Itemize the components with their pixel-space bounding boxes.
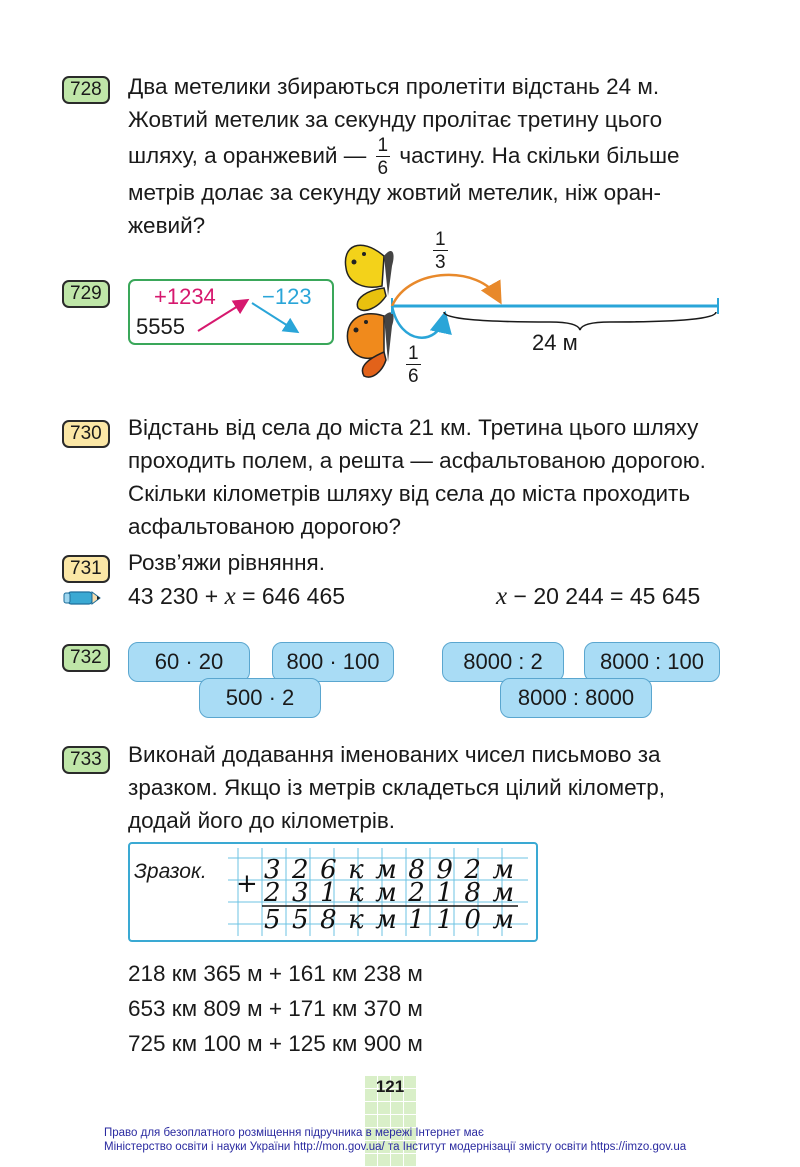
task-733-text — [128, 738, 728, 837]
task-number-728: 728 — [62, 76, 110, 104]
sample-label: Зразок. — [134, 860, 207, 883]
pencil-icon — [62, 589, 102, 607]
expression-pill: 60 · 20 — [128, 642, 250, 682]
example-2: 653 км 809 м + 171 км 370 м — [128, 996, 423, 1021]
page-number: 121 — [375, 1077, 405, 1096]
task-number-731: 731 — [62, 555, 110, 583]
start-number: 5555 — [136, 314, 185, 339]
task-728-line3a: шляху, а оранжевий — — [128, 143, 367, 168]
task-730-line2: проходить полем, а решта — асфальтованою дорогою. — [128, 448, 706, 473]
task-731-text: Розв’яжи рівняння. — [128, 550, 325, 575]
task-728-line2: Жовтий метелик за секунду пролітає третину цього — [128, 107, 663, 132]
equation-2 — [496, 583, 700, 611]
expression-pill: 8000 : 8000 — [500, 678, 652, 718]
task-730-line3: Скільки кілометрів шляху від села до міста проходить — [128, 481, 691, 506]
fraction-one-sixth — [376, 136, 391, 178]
top-fraction-den: 3 — [435, 252, 446, 273]
eq1-var: x — [224, 583, 236, 610]
task-number-729: 729 — [62, 280, 110, 308]
sample-box — [128, 842, 538, 942]
footer-line2: Міністерство освіти і науки України http://mon.gov.ua/ та Інститут модернізації змісту освіти https://imzo.gov.ua — [104, 1141, 687, 1153]
distance-brace — [444, 312, 716, 330]
task-730-line4: асфальтованою дорогою? — [128, 514, 402, 539]
footer-line1: Право для безоплатного розміщення підручника в мережі Інтернет має — [104, 1127, 484, 1139]
bottom-fraction-num: 1 — [408, 343, 419, 364]
task-733-examples — [128, 956, 423, 1061]
expression-pill: 8000 : 100 — [584, 642, 720, 682]
chain-arrows — [130, 281, 332, 343]
expression-pill: 800 · 100 — [272, 642, 394, 682]
task-728-line3b: частину. На скільки більше — [399, 143, 680, 168]
sample-grid — [228, 848, 528, 936]
task-728-line4: метрів долає за секунду жовтий метелик, ніж оран- — [128, 180, 662, 205]
task-number-730: 730 — [62, 420, 110, 448]
fraction-denominator: 6 — [377, 158, 389, 180]
page-number-tab — [364, 1075, 416, 1167]
fraction-numerator: 1 — [377, 135, 389, 157]
diagram-top-fraction — [433, 230, 448, 272]
task-728-line1: Два метелики збираються пролетіти відстань 24 м. — [128, 74, 660, 99]
expression-pill: 8000 : 2 — [442, 642, 564, 682]
yellow-butterfly-icon — [345, 245, 393, 310]
sample-row3: 558км110м — [264, 905, 514, 935]
plus-operation: +1234 — [154, 284, 216, 309]
eq2-var: x — [496, 583, 508, 610]
diagram-bottom-fraction — [406, 344, 421, 386]
sample-row1: 326км892м — [264, 855, 514, 885]
task-730-text — [128, 411, 728, 543]
top-fraction-num: 1 — [435, 229, 446, 250]
butterflies-distance-diagram — [340, 226, 730, 396]
task-number-732: 732 — [62, 644, 110, 672]
eq1-left: 43 230 + — [128, 583, 219, 609]
one-third-arc — [392, 275, 498, 306]
distance-label: 24 м — [532, 330, 578, 355]
expression-pill: 500 · 2 — [199, 678, 321, 718]
task-733-line2: зразком. Якщо із метрів складеться цілий кілометр, — [128, 775, 665, 800]
task-728-text — [128, 70, 728, 242]
eq1-right: = 646 465 — [242, 583, 346, 609]
arrow-chain-box — [128, 279, 334, 345]
task-number-733: 733 — [62, 746, 110, 774]
example-3: 725 км 100 м + 125 км 900 м — [128, 1031, 423, 1056]
equation-1 — [128, 583, 345, 611]
task-728-line3 — [128, 135, 728, 180]
sample-row2: 231км218м — [264, 878, 514, 908]
task-733-line3: додай його до кілометрів. — [128, 808, 396, 833]
task-730-line1: Відстань від села до міста 21 км. Третина цього шляху — [128, 415, 699, 440]
task-733-line1: Виконай додавання іменованих чисел письмово за — [128, 742, 661, 767]
bottom-fraction-den: 6 — [408, 366, 419, 387]
one-sixth-arc — [392, 306, 444, 338]
example-1: 218 км 365 м + 161 км 238 м — [128, 961, 423, 986]
minus-operation: −123 — [262, 284, 312, 309]
eq2-right: − 20 244 = 45 645 — [513, 583, 701, 609]
task-728-line5: жевий? — [128, 213, 206, 238]
sample-plus: + — [236, 869, 258, 899]
orange-butterfly-icon — [347, 312, 393, 377]
